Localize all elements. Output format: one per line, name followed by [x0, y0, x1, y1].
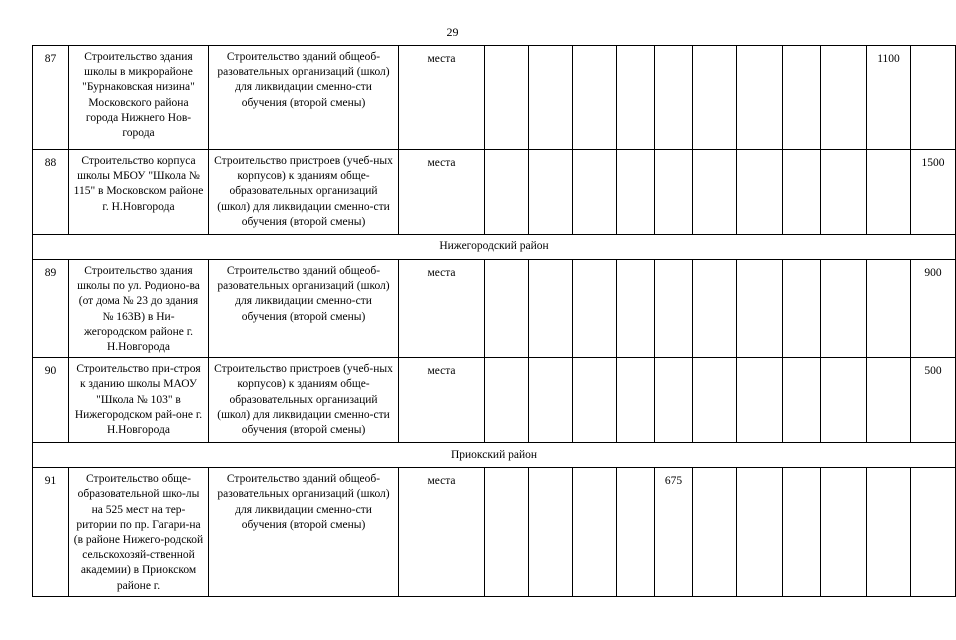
value-cell	[617, 260, 655, 358]
value-cell	[617, 46, 655, 150]
value-cell: 1100	[867, 46, 911, 150]
page-number: 29	[446, 25, 459, 39]
value-cell	[783, 46, 821, 150]
value-cell	[737, 358, 783, 443]
unit-cell: места	[399, 358, 485, 443]
value-cell	[655, 260, 693, 358]
value-cell	[737, 468, 783, 597]
value-cell	[821, 260, 867, 358]
district-heading: Нижегородский район	[33, 235, 956, 260]
unit-cell: места	[399, 260, 485, 358]
table-row	[33, 468, 956, 597]
table-row	[33, 46, 956, 150]
value-cell	[573, 46, 617, 150]
value-cell	[867, 358, 911, 443]
program-table	[32, 45, 956, 597]
district-row	[33, 443, 956, 468]
value-cell	[783, 358, 821, 443]
unit-cell: места	[399, 468, 485, 597]
value-cell: 1500	[911, 150, 956, 235]
value-cell	[783, 468, 821, 597]
value-cell	[821, 358, 867, 443]
object-category: Строительство пристроев (учеб-ных корпусов) к зданиям обще-образовательных организаций (школ) для ликвидации сменно-сти обучения (второй смены)	[209, 358, 399, 443]
value-cell	[573, 260, 617, 358]
row-number: 87	[33, 46, 69, 150]
value-cell	[655, 358, 693, 443]
value-cell	[529, 468, 573, 597]
value-cell	[783, 260, 821, 358]
value-cell	[485, 358, 529, 443]
value-cell	[573, 150, 617, 235]
value-cell	[655, 150, 693, 235]
value-cell	[617, 150, 655, 235]
value-cell	[529, 358, 573, 443]
value-cell	[867, 468, 911, 597]
value-cell: 900	[911, 260, 956, 358]
district-row	[33, 235, 956, 260]
district-heading: Приокский район	[33, 443, 956, 468]
unit-cell: места	[399, 46, 485, 150]
value-cell	[911, 468, 956, 597]
row-number: 88	[33, 150, 69, 235]
table-row	[33, 150, 956, 235]
value-cell	[485, 468, 529, 597]
row-number: 89	[33, 260, 69, 358]
value-cell	[737, 150, 783, 235]
value-cell	[693, 150, 737, 235]
value-cell	[911, 46, 956, 150]
value-cell	[867, 150, 911, 235]
value-cell	[693, 468, 737, 597]
object-name: Строительство здания школы в микрорайоне "Бурнаковская низина" Московского района города Нижнего Нов-города	[69, 46, 209, 150]
table-row	[33, 260, 956, 358]
value-cell	[693, 358, 737, 443]
value-cell	[617, 468, 655, 597]
value-cell: 500	[911, 358, 956, 443]
value-cell	[783, 150, 821, 235]
object-category: Строительство зданий общеоб-разовательных организаций (школ) для ликвидации сменно-сти обучения (второй смены)	[209, 260, 399, 358]
table-row	[33, 358, 956, 443]
object-category: Строительство зданий общеоб-разовательных организаций (школ) для ликвидации сменно-сти обучения (второй смены)	[209, 46, 399, 150]
value-cell	[737, 260, 783, 358]
value-cell	[821, 468, 867, 597]
value-cell	[573, 468, 617, 597]
object-category: Строительство зданий общеоб-разовательных организаций (школ) для ликвидации сменно-сти обучения (второй смены)	[209, 468, 399, 597]
value-cell	[573, 358, 617, 443]
object-name: Строительство здания школы по ул. Родионо-ва (от дома № 23 до здания № 163В) в Ни-жегородском районе г. Н.Новгорода	[69, 260, 209, 358]
value-cell	[867, 260, 911, 358]
value-cell	[821, 46, 867, 150]
object-category: Строительство пристроев (учеб-ных корпусов) к зданиям обще-образовательных организаций (школ) для ликвидации сменно-сти обучения (второй смены)	[209, 150, 399, 235]
value-cell	[693, 260, 737, 358]
row-number: 90	[33, 358, 69, 443]
value-cell	[737, 46, 783, 150]
value-cell	[529, 260, 573, 358]
value-cell	[529, 150, 573, 235]
value-cell	[485, 260, 529, 358]
value-cell	[655, 46, 693, 150]
value-cell	[529, 46, 573, 150]
row-number: 91	[33, 468, 69, 597]
value-cell	[821, 150, 867, 235]
object-name: Строительство корпуса школы МБОУ "Школа № 115" в Московском районе г. Н.Новгорода	[69, 150, 209, 235]
object-name: Строительство при-строя к зданию школы МАОУ "Школа № 103" в Нижегородском рай-оне г. Н.Новгорода	[69, 358, 209, 443]
value-cell	[693, 46, 737, 150]
unit-cell: места	[399, 150, 485, 235]
value-cell	[485, 46, 529, 150]
object-name: Строительство обще-образовательной шко-лы на 525 мест на тер-ритории по пр. Гагари-на (в районе Нижего-родской сельскохозяй-ственной академии) в Приокском районе г.	[69, 468, 209, 597]
value-cell	[617, 358, 655, 443]
value-cell	[485, 150, 529, 235]
value-cell: 675	[655, 468, 693, 597]
